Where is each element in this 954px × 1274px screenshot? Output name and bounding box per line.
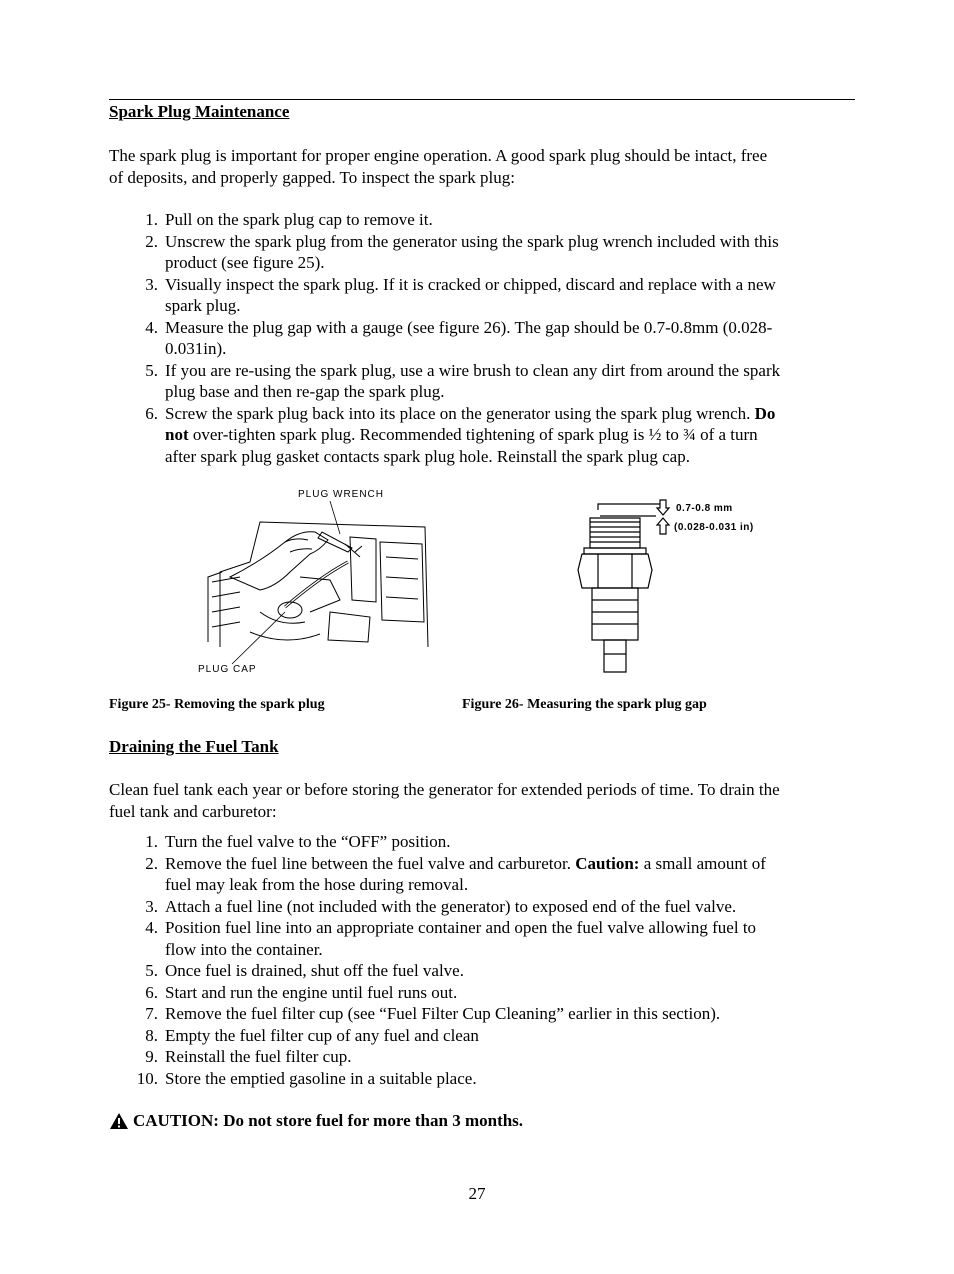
- label-plug-wrench: PLUG WRENCH: [298, 489, 385, 500]
- label-gap-mm: 0.7-0.8 mm: [676, 503, 733, 514]
- list-item: 6. Start and run the engine until fuel runs out.: [145, 982, 458, 1002]
- fuel-tank-intro: Clean fuel tank each year or before storing the generator for extended periods of time. To drain the fuel tank and carburetor:: [109, 780, 780, 821]
- list-item: 10. Store the emptied gasoline in a suitable place.: [136, 1068, 477, 1088]
- spark-plug-steps: [109, 209, 859, 467]
- list-item: 3. Visually inspect the spark plug. If it is cracked or chipped, discard and replace with a new spark plug.: [145, 274, 776, 315]
- page-number: 27: [468, 1184, 486, 1203]
- heading-draining-fuel-tank: Draining the Fuel Tank: [109, 737, 279, 756]
- list-item: 8. Empty the fuel filter cup of any fuel and clean: [145, 1025, 479, 1045]
- caption-figure-26: Figure 26- Measuring the spark plug gap: [462, 697, 707, 712]
- figure-25-spark-plug-removal: [190, 482, 440, 682]
- caption-figure-25: Figure 25- Removing the spark plug: [109, 697, 325, 712]
- list-item: 5. If you are re-using the spark plug, use a wire brush to clean any dirt from around the spark plug base and then re-gap the spark plug.: [145, 360, 781, 401]
- list-item: 1. Turn the fuel valve to the “OFF” position.: [145, 832, 451, 851]
- list-item: 6. Screw the spark plug back into its place on the generator using the spark plug wrench. Do not over-tighten spark plug. Recommended tightening of spark plug is ½ to ¾ of a turn after spark plug gasket contacts spark plug hole. Reinstall the spark plug cap.: [145, 403, 776, 466]
- list-item: 7. Remove the fuel filter cup (see “Fuel Filter Cup Cleaning” earlier in this section).: [145, 1004, 721, 1023]
- list-item: 1. Pull on the spark plug cap to remove it.: [145, 210, 433, 229]
- label-gap-in: (0.028-0.031 in): [674, 522, 754, 533]
- label-plug-cap: PLUG CAP: [198, 664, 257, 675]
- spark-plug-intro: The spark plug is important for proper engine operation. A good spark plug should be intact, free of deposits, and properly gapped. To inspect the spark plug:: [109, 146, 768, 187]
- list-item: 9. Reinstall the fuel filter cup.: [145, 1047, 352, 1066]
- list-item: 4. Position fuel line into an appropriate container and open the fuel valve allowing fuel to flow into the container.: [145, 918, 757, 959]
- list-item: 4. Measure the plug gap with a gauge (see figure 26). The gap should be 0.7-0.8mm (0.028- 0.031in).: [145, 317, 773, 358]
- heading-spark-plug-maintenance: Spark Plug Maintenance: [109, 102, 290, 121]
- list-item: 3. Attach a fuel line (not included with the generator) to exposed end of the fuel valve.: [145, 896, 737, 916]
- figure-26-spark-plug-gap: [560, 490, 800, 685]
- header-rule: [109, 99, 855, 100]
- list-item: 5. Once fuel is drained, shut off the fuel valve.: [145, 961, 464, 980]
- caution-notice: [109, 1110, 523, 1131]
- fuel-tank-steps: [109, 831, 859, 1089]
- caution-text: CAUTION: Do not store fuel for more than 3 months.: [133, 1111, 524, 1130]
- warning-triangle-icon: [109, 1112, 129, 1130]
- list-item: 2. Unscrew the spark plug from the generator using the spark plug wrench included with this product (see figure 25).: [145, 231, 779, 272]
- list-item: 2. Remove the fuel line between the fuel valve and carburetor. Caution: a small amount of fuel may leak from the hose during removal.: [145, 853, 766, 894]
